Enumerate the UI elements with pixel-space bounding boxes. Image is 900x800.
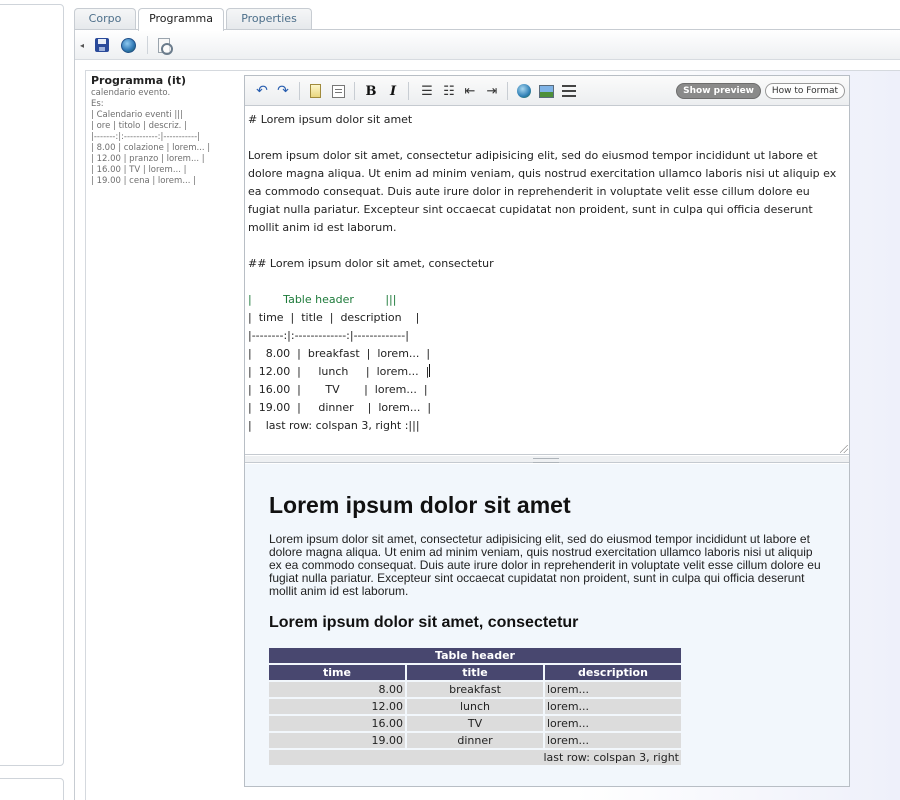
- table-cell: lorem...: [545, 716, 681, 731]
- redo-icon: ↷: [277, 83, 289, 99]
- table-cell: 8.00: [269, 682, 405, 697]
- table-cell: lorem...: [545, 699, 681, 714]
- table-cell: breakfast: [407, 682, 543, 697]
- table-caption: Table header: [269, 648, 681, 663]
- toolbar-divider: [507, 82, 508, 100]
- indent-button[interactable]: [483, 82, 501, 100]
- toolbar-divider: [354, 82, 355, 100]
- preview-table: [267, 646, 683, 767]
- main-toolbar: [75, 30, 900, 60]
- preview-paragraph: Lorem ipsum dolor sit amet, consectetur adipisicing elit, sed do eiusmod tempor incididunt ut labore et dolore magna aliqua. Ut enim ad minim veniam, quis nostrud exercitation ullamco laboris nisi ut aliquip ex ea commodo consequat. Duis aute irure dolor in reprehenderit in voluptate velit esse cillum dolore eu fugiat nulla pariatur. Excepteur sint occaecat cupidatat non proident, sunt in culpa qui officia deserunt mollit anim id est laborum.: [269, 532, 821, 598]
- bold-button[interactable]: [362, 82, 380, 100]
- editor-paragraph: Lorem ipsum dolor sit amet, consectetur adipisicing elit, sed do eiusmod tempor incididunt ut labore et dolore magna aliqua. Ut enim ad minim veniam, quis nostrud exercitation ullamco laboris nisi ut aliquip ex ea commodo consequat. Duis aute irure dolor in reprehenderit in voluptate velit esse cillum dolore eu fugiat nulla pariatur. Excepteur sint occaecat cupidatat non proident, sunt in culpa qui officia deserunt mollit anim id est laborum.: [248, 149, 837, 234]
- field-help-line: | 19.00 | cena | lorem... |: [91, 176, 196, 186]
- editor-line: | time | title | description |: [248, 311, 420, 324]
- save-icon: [95, 38, 109, 52]
- editor-line: [248, 129, 846, 147]
- tab-properties[interactable]: Properties: [226, 8, 312, 29]
- tab-programma[interactable]: Programma: [138, 8, 224, 31]
- editor-line: [248, 363, 846, 381]
- insert-link-button[interactable]: [515, 82, 533, 100]
- horizontal-rule-button[interactable]: [560, 82, 578, 100]
- field-help-line: | 12.00 | pranzo | lorem... |: [91, 154, 205, 164]
- editor-line: ## Lorem ipsum dolor sit amet, consectetur: [248, 257, 494, 270]
- table-cell: TV: [407, 716, 543, 731]
- field-help-line: | Calendario eventi |||: [91, 110, 183, 120]
- editor-line: | Table header |||: [248, 293, 397, 306]
- left-sidebar-panel: [0, 4, 64, 766]
- toolbar-divider: [299, 82, 300, 100]
- how-to-format-button[interactable]: How to Format: [765, 83, 845, 99]
- table-row: [269, 733, 681, 748]
- italic-icon: I: [389, 83, 397, 99]
- insert-box-icon: [332, 85, 345, 98]
- italic-button[interactable]: [384, 82, 402, 100]
- text-caret: [429, 364, 430, 377]
- insert-box-button[interactable]: [329, 82, 347, 100]
- editor-line: [248, 237, 846, 255]
- column-header-title: title: [407, 665, 543, 680]
- left-sidebar-panel-lower: [0, 778, 64, 800]
- editor-toolbar: [245, 76, 849, 106]
- table-cell: dinner: [407, 733, 543, 748]
- field-title: Programma (it): [91, 74, 187, 87]
- table-caption-row: [269, 648, 681, 663]
- tab-bar: [74, 8, 900, 30]
- table-cell: 19.00: [269, 733, 405, 748]
- markdown-preview: [245, 464, 849, 786]
- undo-icon: ↶: [256, 83, 268, 99]
- field-help-line: calendario evento.: [91, 88, 171, 98]
- editor-line: | 16.00 | TV | lorem... |: [248, 383, 428, 396]
- table-cell: 16.00: [269, 716, 405, 731]
- table-cell-colspan: last row: colspan 3, right: [269, 750, 681, 765]
- main-panel: [74, 29, 900, 800]
- column-header-description: description: [545, 665, 681, 680]
- toolbar-divider: [147, 36, 148, 54]
- toolbar-divider: [408, 82, 409, 100]
- field-help-line: |-------:|:-----------:|-----------|: [91, 132, 200, 142]
- editor-splitter[interactable]: [245, 456, 849, 463]
- field-info: [91, 74, 239, 187]
- bold-icon: B: [365, 83, 377, 99]
- save-publish-icon: [121, 38, 136, 53]
- editor-line: | last row: colspan 3, right :|||: [248, 419, 420, 432]
- bullet-list-icon: ☰: [421, 83, 433, 99]
- tab-corpo[interactable]: Corpo: [74, 8, 136, 29]
- table-row: [269, 682, 681, 697]
- field-help-line: Es:: [91, 99, 104, 109]
- markdown-editor: [244, 75, 850, 787]
- editor-line: | 19.00 | dinner | lorem... |: [248, 401, 432, 414]
- column-header-time: time: [269, 665, 405, 680]
- numbered-list-icon: ☷: [443, 83, 455, 99]
- editor-line: |--------:|:-------------:|-------------|: [248, 329, 409, 342]
- table-row-last: [269, 750, 681, 765]
- resize-grip[interactable]: [840, 445, 848, 453]
- preview-button[interactable]: [155, 36, 173, 54]
- editor-line-text: | 12.00 | lunch | lorem... |: [248, 365, 430, 378]
- field-help-line: | ore | titolo | descriz. |: [91, 121, 187, 131]
- indent-icon: ⇥: [486, 83, 498, 99]
- table-row: [269, 716, 681, 731]
- insert-image-icon: [539, 85, 554, 98]
- field-help-line: | 16.00 | TV | lorem... |: [91, 165, 187, 175]
- outdent-button[interactable]: [461, 82, 479, 100]
- preview-heading-2: Lorem ipsum dolor sit amet, consectetur: [269, 614, 579, 631]
- insert-link-icon: [517, 84, 531, 98]
- editor-line: [248, 273, 846, 291]
- editor-line: # Lorem ipsum dolor sit amet: [248, 113, 413, 126]
- table-cell: lorem...: [545, 733, 681, 748]
- outdent-icon: ⇤: [464, 83, 476, 99]
- collapse-arrow-icon[interactable]: ◂: [79, 40, 84, 50]
- markdown-textarea[interactable]: [245, 107, 849, 455]
- save-publish-button[interactable]: [119, 36, 137, 54]
- editor-line: | 8.00 | breakfast | lorem... |: [248, 347, 431, 360]
- preview-heading-1: Lorem ipsum dolor sit amet: [269, 492, 571, 518]
- save-button[interactable]: [93, 36, 111, 54]
- insert-note-button[interactable]: [306, 82, 324, 100]
- table-header-row: [269, 665, 681, 680]
- redo-button[interactable]: [274, 82, 292, 100]
- numbered-list-button[interactable]: [440, 82, 458, 100]
- bullet-list-button[interactable]: [418, 82, 436, 100]
- field-help-line: | 8.00 | colazione | lorem... |: [91, 143, 211, 153]
- show-preview-button[interactable]: Show preview: [676, 83, 761, 99]
- preview-icon: [158, 38, 170, 53]
- table-row: [269, 699, 681, 714]
- horizontal-rule-icon: [562, 85, 576, 97]
- table-cell: 12.00: [269, 699, 405, 714]
- content-frame: [85, 70, 900, 800]
- insert-note-icon: [310, 84, 321, 98]
- insert-image-button[interactable]: [537, 82, 555, 100]
- undo-button[interactable]: [253, 82, 271, 100]
- table-cell: lunch: [407, 699, 543, 714]
- table-cell: lorem...: [545, 682, 681, 697]
